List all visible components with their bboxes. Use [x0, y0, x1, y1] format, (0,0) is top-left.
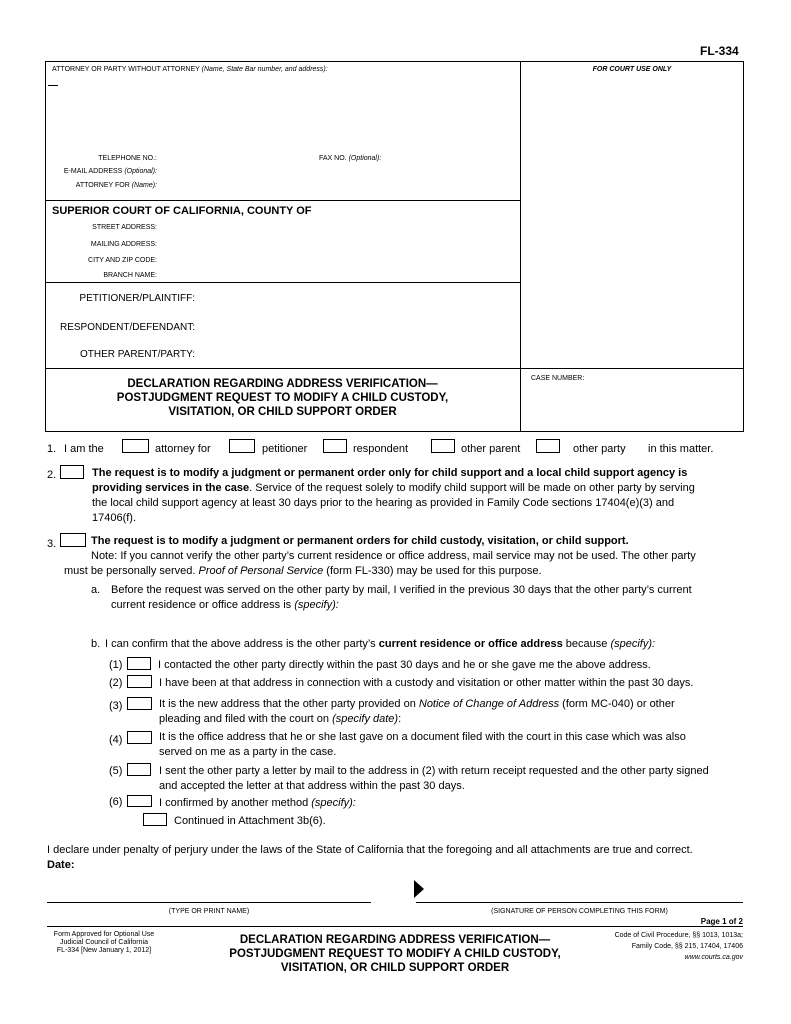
reason2-checkbox[interactable] — [127, 675, 152, 688]
respondent-label: RESPONDENT/DEFENDANT: — [59, 322, 195, 333]
other-parent-label: OTHER PARENT/PARTY: — [79, 349, 195, 360]
reason3-checkbox[interactable] — [127, 697, 152, 710]
reason6-text: I confirmed by another method (specify): — [159, 797, 356, 809]
item3-note: Note: If you cannot verify the other party’s current residence or office address, mail service may not be used. The other party — [91, 550, 696, 562]
reason2-text: I have been at that address in connection with a custody and visitation or other matter within the past 30 days. — [159, 677, 694, 689]
petitioner-label: PETITIONER/PLAINTIFF: — [79, 293, 195, 304]
reason2-number: (2) — [109, 677, 123, 689]
street-label: STREET ADDRESS: — [92, 224, 157, 231]
reason1-checkbox[interactable] — [127, 657, 151, 670]
attorney-for-label: ATTORNEY FOR (Name): — [75, 182, 157, 189]
petitioner-checkbox[interactable] — [229, 439, 255, 453]
continued-attachment-checkbox[interactable] — [143, 813, 167, 826]
form-title: DECLARATION REGARDING ADDRESS VERIFICATION— POSTJUDGMENT REQUEST TO MODIFY A CHILD CUSTODY, VISITATION, OR CHILD SUPPORT ORDER — [116, 378, 449, 418]
reason4-number: (4) — [109, 734, 123, 746]
form-id: FL-334 — [700, 44, 739, 58]
item3b-label: b. — [91, 638, 101, 650]
type-name-label: (TYPE OR PRINT NAME) — [168, 908, 250, 915]
branch-label: BRANCH NAME: — [103, 272, 157, 279]
date-label: Date: — [47, 859, 75, 871]
name-line[interactable] — [47, 902, 371, 903]
email-label: E-MAIL ADDRESS (Optional): — [63, 168, 157, 175]
signature-line[interactable] — [416, 902, 743, 903]
item3-heading: The request is to modify a judgment or permanent orders for child custody, visitation, or child support. — [91, 535, 629, 547]
attorney-for-option: attorney for — [155, 443, 211, 455]
reason3-text: It is the new address that the other party provided on Notice of Change of Address (form MC-040) or other pleading and filed with the court on (specify date): — [159, 698, 675, 725]
reason5-text: I sent the other party a letter by mail to the address in (2) with return receipt requested and the other party signed and accepted the letter at that address within the past 30 days. — [159, 765, 709, 792]
reason1-text: I contacted the other party directly within the past 30 days and he or she gave me the above address. — [158, 659, 651, 671]
declaration-text: I declare under penalty of perjury under the laws of the State of California that the foregoing and all attachments are true and correct. — [47, 844, 693, 856]
mailing-label: MAILING ADDRESS: — [90, 241, 157, 248]
telephone-label: TELEPHONE NO.: — [98, 155, 157, 162]
other-parent-option: other parent — [461, 443, 521, 455]
court-title: SUPERIOR COURT OF CALIFORNIA, COUNTY OF — [52, 205, 312, 217]
item1-iam: I am the — [64, 443, 104, 455]
item2-text: The request is to modify a judgment or permanent order only for child support and a local child support agency is providing services in the case. Service of the request solely to modify child support will be made on other party by serving the local child support agency at least 30 days prior to the hearing as provided in Family Code sections 17404(e)(3) and 17406(f). — [92, 467, 695, 524]
item3-checkbox[interactable] — [60, 533, 86, 547]
case-number-label: CASE NUMBER: — [531, 375, 585, 382]
fax-label: FAX NO. (Optional): — [319, 155, 382, 162]
item3a-text: Before the request was served on the other party by mail, I verified in the previous 30 days that the other party’s current current residence or office address is (specify): — [111, 584, 692, 611]
court-use-label: FOR COURT USE ONLY — [592, 66, 672, 73]
reason1-number: (1) — [109, 659, 123, 671]
code-citations: Code of Civil Procedure, §§ 1013, 1013a; Family Code, §§ 215, 17404, 17406 www.courts.ca.gov — [614, 932, 743, 961]
signature-arrow-icon — [414, 880, 424, 898]
respondent-option: respondent — [353, 443, 409, 455]
other-party-checkbox[interactable] — [536, 439, 560, 453]
item1-number: 1. — [47, 443, 57, 455]
other-party-option: other party — [573, 443, 626, 455]
footer-title: DECLARATION REGARDING ADDRESS VERIFICATION— POSTJUDGMENT REQUEST TO MODIFY A CHILD CUSTODY, VISITATION, OR CHILD SUPPORT ORDER — [229, 934, 561, 974]
item3-note-line2: must be personally served. Proof of Personal Service (form FL-330) may be used for this purpose. — [64, 565, 542, 577]
page-number: Page 1 of 2 — [700, 917, 743, 926]
reason4-text: It is the office address that he or she last gave on a document filed with the court in this case which was also served on me as a party in the case. — [159, 731, 686, 758]
attorney-field[interactable] — [48, 85, 58, 86]
reason5-checkbox[interactable] — [127, 763, 151, 776]
city-label: CITY AND ZIP CODE: — [88, 257, 157, 264]
item3a-label: a. — [91, 584, 101, 596]
reason3-number: (3) — [109, 700, 123, 712]
item3b-text: I can confirm that the above address is the other party’s current residence or office address because (specify): — [105, 638, 656, 650]
reason6-checkbox[interactable] — [127, 795, 152, 807]
reason5-number: (5) — [109, 765, 123, 777]
attorney-label: ATTORNEY OR PARTY WITHOUT ATTORNEY (Name, State Bar number, and address): — [52, 66, 328, 73]
reason6-number: (6) — [109, 796, 123, 808]
continued-attachment-label: Continued in Attachment 3b(6). — [174, 815, 326, 827]
item2-number: 2. — [47, 469, 57, 481]
item1-tail: in this matter. — [648, 443, 714, 455]
other-parent-checkbox[interactable] — [431, 439, 455, 453]
item2-checkbox[interactable] — [60, 465, 84, 479]
signature-label: (SIGNATURE OF PERSON COMPLETING THIS FORM) — [491, 908, 668, 915]
form-approved: Form Approved for Optional Use Judicial Council of California FL-334 [New January 1, 2012] — [53, 931, 155, 954]
reason4-checkbox[interactable] — [127, 731, 152, 744]
attorney-for-checkbox[interactable] — [122, 439, 149, 453]
item3-number: 3. — [47, 538, 57, 550]
respondent-checkbox[interactable] — [323, 439, 347, 453]
petitioner-option: petitioner — [262, 443, 308, 455]
